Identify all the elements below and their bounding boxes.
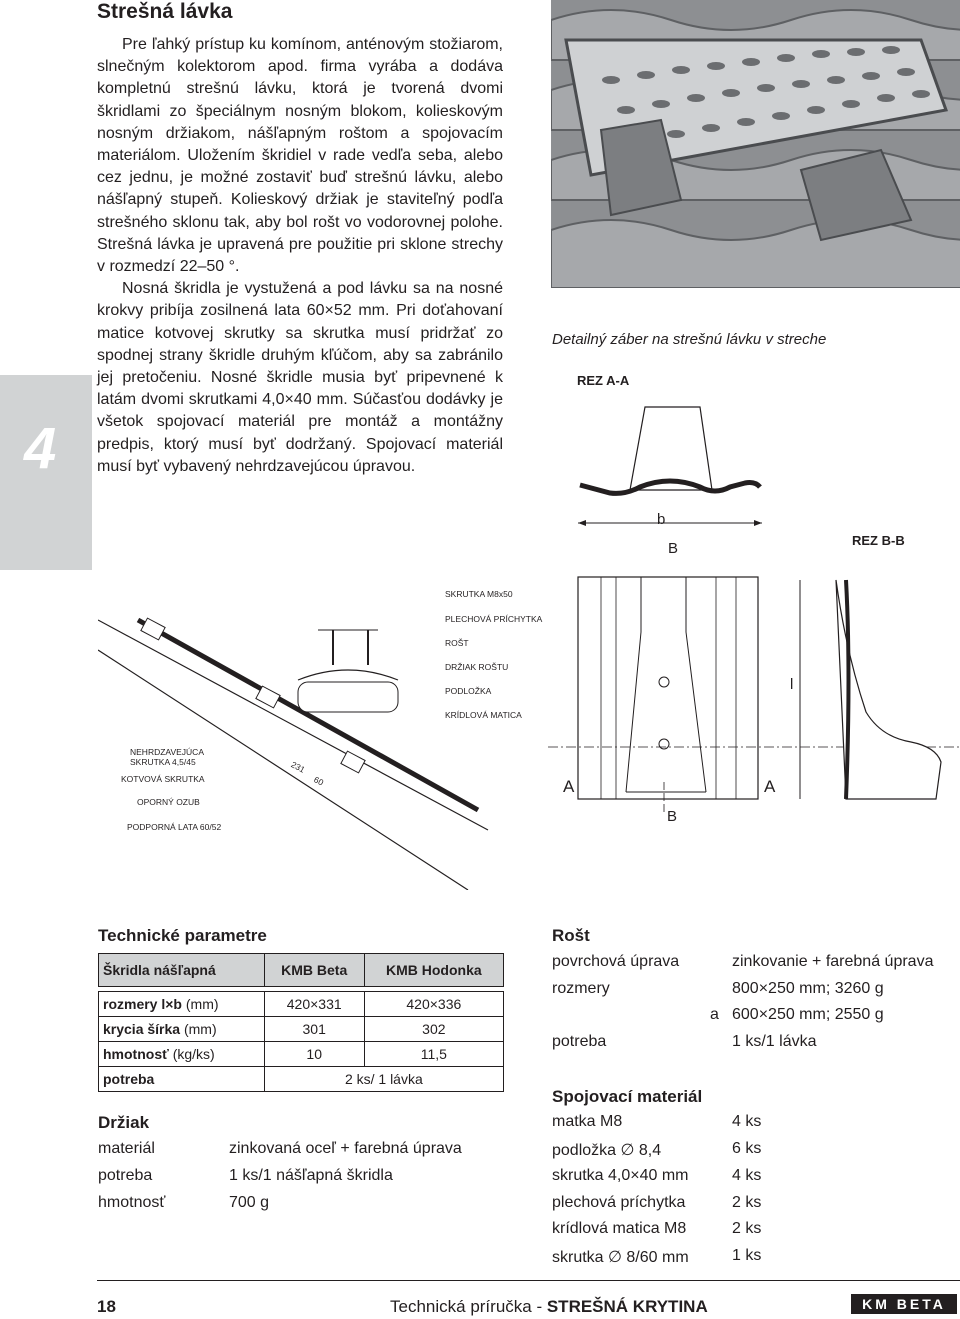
label-nehrdz2: SKRUTKA 4,5/45 xyxy=(130,757,196,767)
rost-value: zinkovanie + farebná úprava xyxy=(732,953,934,970)
cell-hodonka: 11,5 xyxy=(364,1042,503,1067)
footer-text xyxy=(390,1297,708,1317)
spoj-value: 6 ks xyxy=(732,1140,762,1157)
drziak-key: potreba xyxy=(98,1167,153,1184)
footer-text-regular: Technická príručka - xyxy=(390,1297,547,1316)
drziak-heading: Držiak xyxy=(98,1113,150,1132)
spoj-value: 4 ks xyxy=(732,1167,762,1184)
row-label: potreba xyxy=(99,1067,265,1092)
rost-value: 1 ks/1 lávka xyxy=(732,1033,817,1050)
label-drziak: DRŽIAK ROŠTU xyxy=(445,662,509,672)
spoj-value: 4 ks xyxy=(732,1113,762,1130)
spoj-key: matka M8 xyxy=(552,1113,623,1130)
row-unit: (mm) xyxy=(185,996,219,1012)
drziak-key: materiál xyxy=(98,1140,155,1157)
drziak-key: hmotnosť xyxy=(98,1194,166,1211)
drziak-value: 700 g xyxy=(229,1194,270,1211)
label-matica: KRÍDLOVÁ MATICA xyxy=(445,710,522,720)
spoj-key: plechová príchytka xyxy=(552,1194,686,1211)
dim-B: B xyxy=(668,540,679,557)
section-aa-label: REZ A-A xyxy=(577,373,630,388)
intro-paragraph-2: Nosná škridla je vystužená a pod lávku sa na nosné krokvy pribíja zosilnená lata 60×52 mm. Pri doťahovaní matice kotvovej skrutky sa skrutka musí pridržať zo spodnej strany škridle druhým kľúčom, aby sa zabránilo jej pretočeniu. Nosné škridle musia byť pripevnené k latám dvomi skrutkami 4,0×40 mm. Súčasťou dodávky je všetok spojovací materiál pre montáž a montážny predpis, ktorý musí byť dodržaný. Spojovací materiál musí byť vybavený nehrdzavejúcou úpravou. xyxy=(97,280,503,475)
spoj-heading: Spojovací materiál xyxy=(552,1087,703,1106)
spoj-value: 1 ks xyxy=(732,1247,762,1264)
cell-hodonka: 420×336 xyxy=(364,992,503,1017)
section-bb-drawing xyxy=(546,572,960,812)
table-row xyxy=(99,1017,504,1042)
cell-potreba: 2 ks/ 1 lávka xyxy=(264,1067,503,1092)
photo-caption: Detailný záber na strešnú lávku v streche xyxy=(552,331,827,348)
tech-col-1: KMB Beta xyxy=(264,954,364,987)
rost-key: rozmery xyxy=(552,980,610,997)
spoj-key: skrutka 4,0×40 mm xyxy=(552,1167,689,1184)
km-beta-logo: KM BETA xyxy=(851,1294,957,1314)
cell-beta: 420×331 xyxy=(264,992,364,1017)
section-bb-l: l xyxy=(790,676,794,693)
rost-key: potreba xyxy=(552,1033,607,1050)
spoj-key: podložka ∅ 8,4 xyxy=(552,1142,662,1159)
label-kotvova: KOTVOVÁ SKRUTKA xyxy=(121,774,205,784)
cell-hodonka: 302 xyxy=(364,1017,503,1042)
rost-value: 600×250 mm; 2550 g xyxy=(732,1006,884,1023)
label-dim-231: 231 xyxy=(289,759,307,775)
row-label: hmotnosť xyxy=(103,1046,169,1062)
chapter-tab xyxy=(0,375,92,570)
page-title: Strešná lávka xyxy=(97,0,233,23)
tech-col-0: Škridla nášľapná xyxy=(99,954,265,987)
intro-paragraph-1: Pre ľahký prístup ku komínom, anténovým stožiarom, slnečným kolektorom apod. firma vyrába a dodáva kompletnú strešnú lávku, ktorá je tvorená dvomi škridlami zo špeciálnym nosným blokom, kolieskovým nosným držiakom, nášľapným roštom a spojovacím materiálom. Uložením škridiel v rade vedľa seba, alebo cez jednu, je možné zostaviť buď strešnú lávku, alebo nášľapný stupeň. Kolieskový držiak je staviteľný podľa strešného sklonu tak, aby bol rošt vo vodorovnej polohe. Strešná lávka je upravená pre použitie pri sklone strechy v rozmedzí 22–50 °. xyxy=(97,36,503,276)
label-ozub: OPORNÝ OZUB xyxy=(137,797,200,807)
drziak-value: zinkovaná oceľ + farebná úprava xyxy=(229,1140,462,1157)
row-label: krycia šírka xyxy=(103,1021,181,1037)
cell-beta: 301 xyxy=(264,1017,364,1042)
footer-divider xyxy=(97,1280,960,1281)
label-nehrdz1: NEHRDZAVEJÚCA xyxy=(130,747,204,757)
assembly-drawing xyxy=(98,590,498,890)
label-lata: PODPORNÁ LATA 60/52 xyxy=(127,822,222,832)
row-label: rozmery l×b xyxy=(103,996,182,1012)
cell-beta: 10 xyxy=(264,1042,364,1067)
rost-value: 800×250 mm; 3260 g xyxy=(732,980,884,997)
tech-heading: Technické parametre xyxy=(98,926,267,945)
label-prichytka: PLECHOVÁ PRÍCHYTKA xyxy=(445,614,543,624)
chapter-number: 4 xyxy=(24,416,57,481)
row-unit: (kg/ks) xyxy=(172,1046,215,1062)
section-bb-A-left: A xyxy=(563,777,575,796)
roof-walkway-photo xyxy=(551,0,960,288)
rost-heading: Rošt xyxy=(552,926,590,945)
spoj-value: 2 ks xyxy=(732,1194,762,1211)
section-bb-A-right: A xyxy=(764,777,776,796)
label-podlozka: PODLOŽKA xyxy=(445,686,492,696)
row-unit: (mm) xyxy=(183,1021,217,1037)
label-dim-60: 60 xyxy=(312,774,326,788)
table-row xyxy=(99,1067,504,1092)
intro-text xyxy=(97,34,503,478)
spoj-key: skrutka ∅ 8/60 mm xyxy=(552,1249,689,1266)
tech-table xyxy=(98,953,504,1092)
rost-key: povrchová úprava xyxy=(552,953,680,970)
footer-text-bold: STREŠNÁ KRYTINA xyxy=(546,1297,708,1316)
label-rost: ROŠT xyxy=(445,638,469,648)
section-bb-B: B xyxy=(667,808,678,825)
spoj-key: krídlová matica M8 xyxy=(552,1220,687,1237)
spoj-value: 2 ks xyxy=(732,1220,762,1237)
tech-col-2: KMB Hodonka xyxy=(364,954,503,987)
rost-a: a xyxy=(710,1006,719,1023)
drziak-value: 1 ks/1 nášľapná škridla xyxy=(229,1167,393,1184)
dim-b: b xyxy=(657,511,666,528)
table-row xyxy=(99,1042,504,1067)
section-bb-label: REZ B-B xyxy=(852,533,905,548)
label-skrutka: SKRUTKA M8x50 xyxy=(445,589,513,599)
table-row xyxy=(99,992,504,1017)
page-number: 18 xyxy=(97,1297,116,1316)
